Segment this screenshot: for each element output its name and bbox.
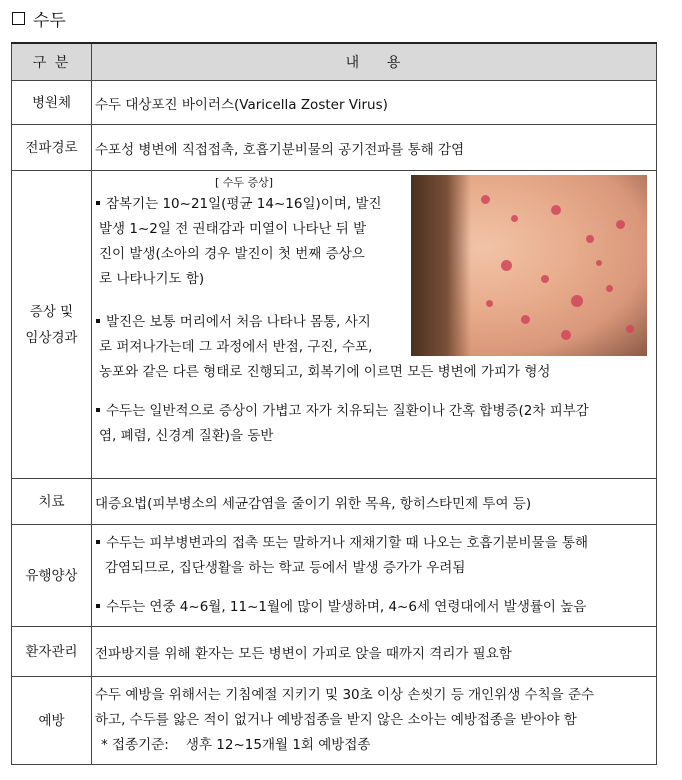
row-epidemic [12,525,657,627]
text-line: * 접종기준: 생후 12~15개월 1회 예방접종 [101,737,371,753]
row-content [92,525,657,627]
text-line: 발생 1~2일 전 권태감과 미열이 나타난 뒤 발 [99,221,367,237]
row-label-line: 임상경과 [25,329,78,346]
row-treatment [12,479,657,525]
header-row [12,43,657,81]
text-line: 잠복기는 10~21일(평균 14~16일)이며, 발진 [106,196,382,212]
header-category: 구 분 [12,43,92,81]
row-content: 수포성 병변에 직접접촉, 호흡기분비물의 공기전파를 통해 감염 [92,125,657,171]
image-caption: [ 수두 증상] [215,176,274,189]
text-line: 로 나타나기도 함) [99,271,205,287]
bullet-icon [96,540,100,544]
row-content: 대증요법(피부병소의 세균감염을 줄이기 위한 목욕, 항히스타민제 투여 등) [92,479,657,525]
info-table [11,42,657,765]
row-content: 수두 대상포진 바이러스(Varicella Zoster Virus) [92,81,657,125]
row-prevention [12,677,657,765]
row-content [92,171,657,479]
bullet-icon [96,201,100,205]
text-line: 농포와 같은 다른 형태로 진행되고, 회복기에 이르면 모든 병변에 가피가 형성 [99,364,551,380]
text-line: 발진은 보통 머리에서 처음 나타나 몸통, 사지 [106,314,371,330]
text-line: 염, 폐렴, 신경계 질환)을 동반 [99,428,274,444]
checkbox-icon [12,12,25,25]
row-label: 환자관리 [12,627,92,677]
text-line: 수두는 연중 4~6월, 11~1월에 많이 발생하며, 4~6세 연령대에서 발생률이 높음 [106,599,587,615]
text-line: 수두 예방을 위해서는 기침예절 지키기 및 30초 이상 손씻기 등 개인위생 수칙을 준수 [95,687,595,703]
text-line: 하고, 수두를 앓은 적이 없거나 예방접종을 받지 않은 소아는 예방접종을 받아야 함 [95,712,577,728]
section-title [12,4,66,32]
chickenpox-photo [411,175,647,356]
row-transmission [12,125,657,171]
bullet-icon [96,408,100,412]
text-line: 진이 발생(소아의 경우 발진이 첫 번째 증상으 [99,246,365,262]
bullet-icon [96,319,100,323]
header-content: 내 용 [92,43,657,81]
row-symptoms [12,171,657,479]
row-pathogen [12,81,657,125]
row-label: 예방 [12,677,92,765]
row-patient [12,627,657,677]
row-label: 유행양상 [12,525,92,627]
text-line: 로 퍼져나가는데 그 과정에서 반점, 구진, 수포, [99,339,373,355]
text-line: 감염되므로, 집단생활을 하는 학교 등에서 발생 증가가 우려됨 [105,560,466,576]
text-line: 수두는 일반적으로 증상이 가볍고 자가 치유되는 질환이나 간혹 합병증(2차 피부감 [106,403,589,419]
row-label: 병원체 [12,81,92,125]
row-label: 치료 [12,479,92,525]
bullet-icon [96,604,100,608]
text-line: 수두는 피부병변과의 접촉 또는 말하거나 재채기할 때 나오는 호흡기분비물을 통해 [106,535,589,551]
row-content: 전파방지를 위해 환자는 모든 병변이 가피로 앉을 때까지 격리가 필요함 [92,627,657,677]
row-label-line: 증상 및 [29,303,74,320]
section-title-text: 수두 [33,10,66,31]
row-label [12,171,92,479]
row-label: 전파경로 [12,125,92,171]
row-content [92,677,657,765]
